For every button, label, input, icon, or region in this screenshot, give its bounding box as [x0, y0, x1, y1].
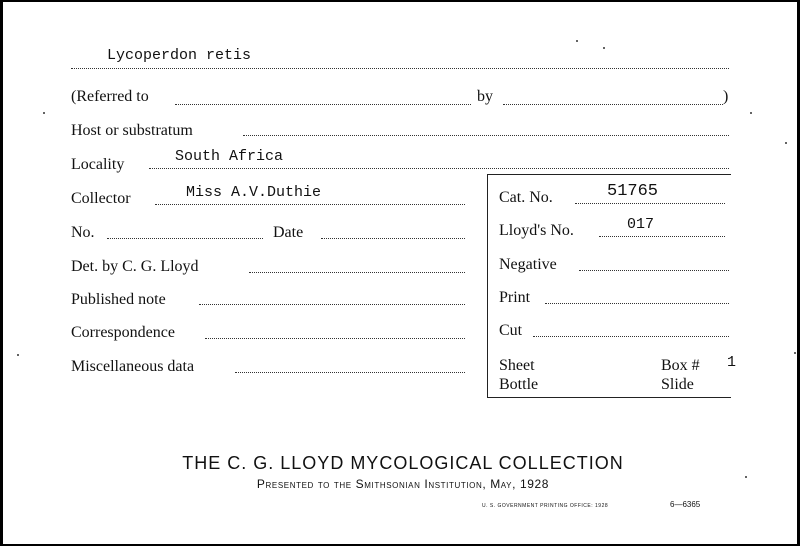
- by-line: [503, 104, 723, 105]
- scan-speck: [603, 47, 605, 49]
- referred-to-label: (Referred to: [71, 88, 149, 105]
- by-label: by: [477, 88, 493, 105]
- cat-no-label: Cat. No.: [499, 189, 553, 206]
- negative-line: [579, 270, 729, 271]
- no-label: No.: [71, 224, 95, 241]
- species-name: Lycoperdon retis: [107, 47, 252, 64]
- form-number: 6—6365: [670, 500, 701, 509]
- collector-label: Collector: [71, 190, 131, 207]
- print-label: Print: [499, 289, 531, 306]
- locality-line: [149, 168, 729, 169]
- scan-speck: [43, 112, 45, 114]
- correspondence-label: Correspondence: [71, 324, 175, 341]
- lloyd-no-value: 017: [627, 216, 655, 233]
- box-number-value: 1: [727, 354, 737, 371]
- date-label: Date: [273, 224, 304, 241]
- misc-label: Miscellaneous data: [71, 358, 195, 375]
- misc-line: [235, 372, 465, 373]
- species-line: [71, 68, 729, 69]
- lloyd-no-line: [599, 236, 725, 237]
- scan-speck: [745, 476, 747, 478]
- no-line: [107, 238, 263, 239]
- collector-line: [155, 204, 465, 205]
- cat-no-line: [575, 203, 725, 204]
- correspondence-line: [205, 338, 465, 339]
- collection-subtitle: Presented to the Smithsonian Institution, May, 1928: [256, 477, 550, 491]
- cut-label: Cut: [499, 322, 523, 339]
- collection-title: THE C. G. LLOYD MYCOLOGICAL COLLECTION: [182, 453, 624, 473]
- published-line: [199, 304, 465, 305]
- lloyd-no-label: Lloyd's No.: [499, 222, 574, 239]
- det-label: Det. by C. G. Lloyd: [71, 258, 199, 275]
- scan-speck: [750, 112, 752, 114]
- date-line: [321, 238, 465, 239]
- sheet-label: Sheet: [499, 357, 535, 374]
- scan-speck: [785, 142, 787, 144]
- negative-label: Negative: [499, 256, 557, 273]
- det-line: [249, 272, 465, 273]
- printer-imprint: U. S. GOVERNMENT PRINTING OFFICE: 1928: [482, 503, 609, 509]
- bottle-label: Bottle: [499, 376, 539, 393]
- host-label: Host or substratum: [71, 122, 193, 139]
- locality-value: South Africa: [175, 148, 284, 165]
- cut-line: [533, 336, 729, 337]
- close-paren: ): [723, 88, 729, 105]
- slide-label: Slide: [661, 376, 694, 393]
- scan-speck: [17, 354, 19, 356]
- locality-label: Locality: [71, 156, 125, 173]
- published-label: Published note: [71, 291, 166, 308]
- scan-speck: [794, 352, 796, 354]
- host-line: [243, 135, 729, 136]
- scan-speck: [576, 40, 578, 42]
- collector-value: Miss A.V.Duthie: [186, 184, 322, 201]
- print-line: [545, 303, 729, 304]
- box-number-label: Box #: [661, 357, 700, 374]
- referred-to-line: [175, 104, 471, 105]
- cat-no-value: 51765: [607, 182, 659, 201]
